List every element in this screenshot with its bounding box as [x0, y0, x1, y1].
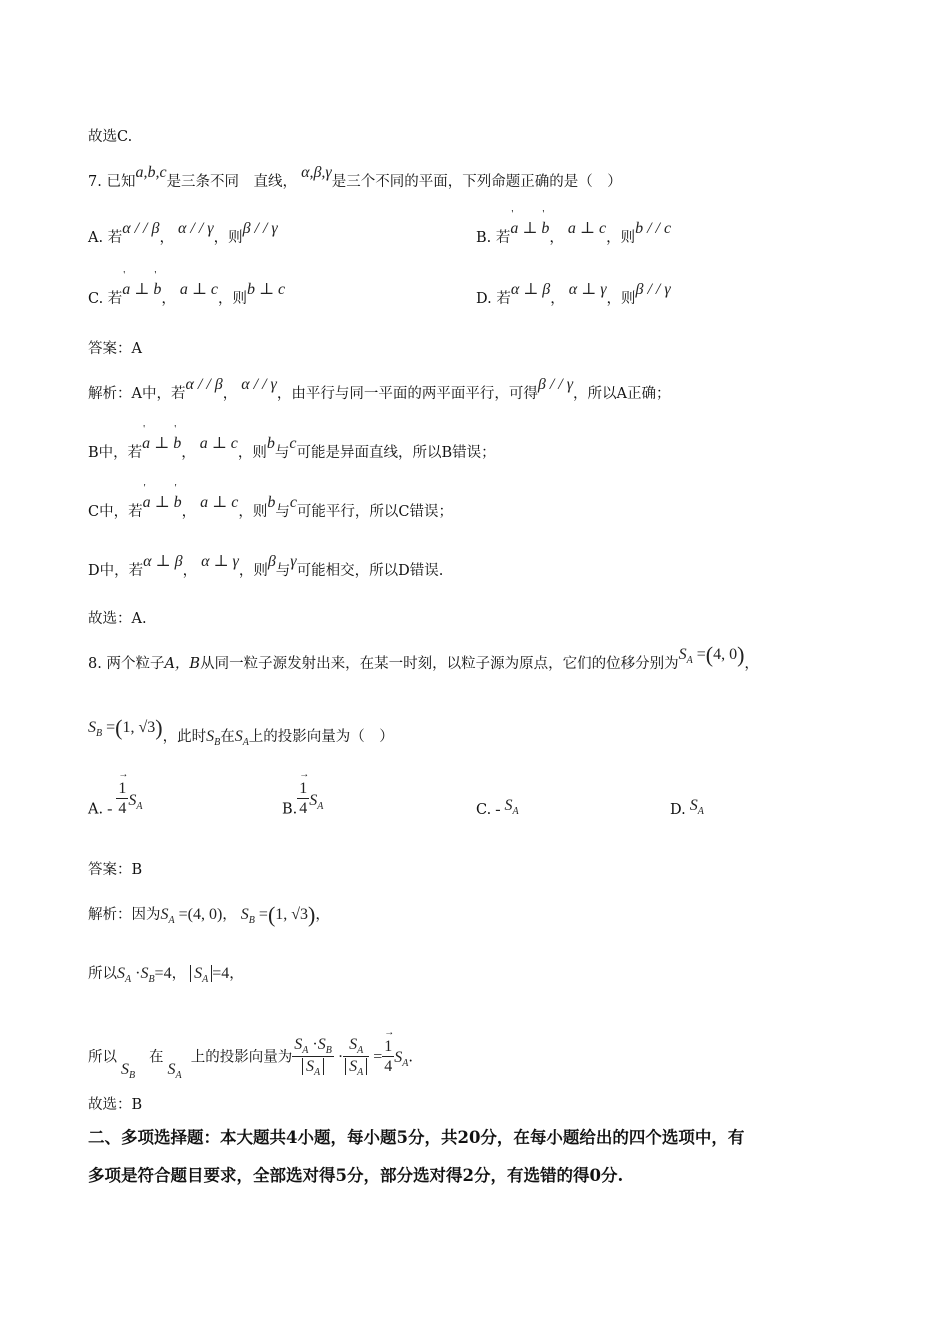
q8-analysis-2: 所以$S_A \cdot S_B=4$， $S_A =4$， — [88, 965, 244, 985]
section-2-heading-line2: 多项是符合题目要求，全部选对得5分，部分选对得2分，有选错的得0分. — [88, 1166, 624, 1185]
question-7-stem: 7. 已知a,b,c是三条不同 直线， α,β,γ是三个不同的平面，下列命题正确的是（ ） — [88, 164, 622, 190]
q7-option-b: B. 若' a ⊥ ' b， a ⊥ c，则b / / c — [476, 228, 671, 248]
q8-answer: 答案：B — [88, 862, 143, 878]
question-8-stem-line2: $S_B =(1$, √3)，此时$S_B$在$S_A$上的投影向量为（ ） — [88, 715, 394, 748]
question-8-stem: 8. 两个粒子A，B从同一粒子源发射出来，在某一时刻，以粒子源为原点，它们的位移分别为$S_A =(4$, 0)， — [88, 642, 759, 672]
q7-option-a: A. 若α / / β， α / / γ，则β / / γ — [88, 220, 278, 246]
q8-option-b: B. → $\frac{1}{4}$ $S_A$ — [282, 790, 323, 829]
q7-analysis-b: B中，若' a ⊥ ' b， a ⊥ c，则b与c可能是异面直线，所以B错误； — [88, 443, 496, 463]
q8-option-a: A. - → $\frac{1}{4}$ $S_A$ — [88, 790, 143, 829]
q7-option-d: D. 若α ⊥ β， α ⊥ γ，则β / / γ — [476, 281, 671, 307]
q7-analysis-d: D中，若α ⊥ β， α ⊥ γ，则β与γ可能相交，所以D错误. — [88, 553, 444, 579]
q8-option-c: C. - $S_A$ — [476, 797, 519, 818]
q7-analysis-a: 解析：A中，若α / / β， α / / γ，由平行与同一平面的两平面平行，可得β / / γ，所以A正确； — [88, 376, 671, 402]
q7-option-c: C. 若' a ⊥ ' b， a ⊥ c，则b ⊥ c — [88, 289, 285, 309]
q8-analysis-3: 所以 $S_B$ 在 $S_A$ 上的投影向量为 $\frac{S_A \cdot S_B}{S_A}$ · $\frac{S_A}{S_A}$ = → $\frac{1}{4}$ $S_A$. — [88, 1036, 413, 1079]
q7-conclusion: 故选：A. — [88, 611, 147, 627]
section-2-heading-line1: 二、多项选择题：本大题共4小题，每小题5分，共20分，在每小题给出的四个选项中，有 — [88, 1128, 745, 1147]
q8-option-d: D. $S_A$ — [670, 797, 704, 818]
q7-analysis-c: C中，若' a ⊥ ' b， a ⊥ c，则b与c可能平行，所以C错误； — [88, 502, 453, 522]
q8-conclusion: 故选：B — [88, 1097, 143, 1113]
q8-analysis-1: 解析：因为$S_A =(4$, 0)， $S_B =(1$, √3)， — [88, 902, 330, 927]
previous-conclusion: 故选C. — [88, 129, 133, 145]
q7-answer: 答案：A — [88, 341, 142, 357]
